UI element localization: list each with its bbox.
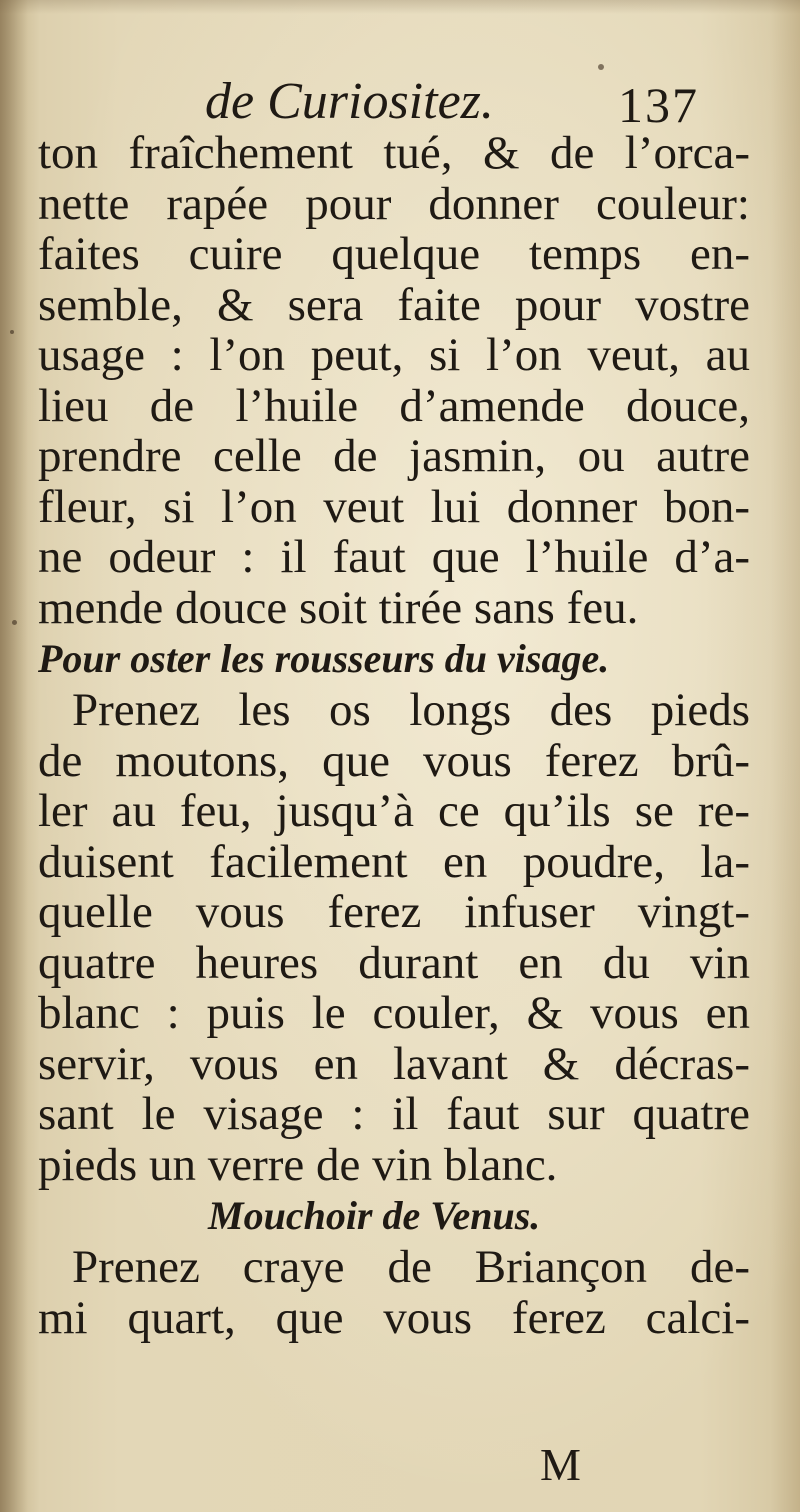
page-number: 137 — [618, 77, 699, 133]
body-text — [38, 128, 750, 1343]
text-line: ton fraîchement tué, & de l’orca- — [38, 127, 750, 179]
text-line: duisent facilement en poudre, la- — [38, 835, 750, 888]
text-line: blanc : puis le couler, & vous en — [38, 987, 750, 1039]
top-edge-shadow — [0, 0, 800, 14]
paper-speck — [598, 64, 604, 70]
text-line: faites cuire quelque temps en- — [38, 228, 750, 280]
text-line: nette rapée pour donner couleur: — [38, 177, 750, 230]
text-line: servir, vous en lavant & décras- — [38, 1037, 750, 1090]
text-line: fleur, si l’on veut lui donner bon- — [38, 480, 750, 533]
paper-speck — [12, 620, 17, 625]
running-head — [0, 66, 800, 136]
text-line: mende douce soit tirée sans feu. — [38, 581, 639, 634]
running-title: de Curiositez. — [205, 73, 494, 130]
paper-speck — [10, 330, 14, 334]
text-line: Prenez craye de Briançon de- — [72, 1241, 750, 1293]
text-line: Prenez les os longs des pieds — [72, 684, 750, 736]
text-line: quelle vous ferez infuser vingt- — [38, 886, 750, 938]
text-line: pieds un verre de vin blanc. — [38, 1138, 558, 1191]
section-heading-mouchoir: Mouchoir de Venus. — [208, 1193, 541, 1238]
text-line: ler au feu, jusqu’à ce qu’ils se re- — [38, 785, 750, 837]
catchword: M — [540, 1439, 581, 1490]
text-line: lieu de l’huile d’amende douce, — [38, 379, 750, 432]
text-line: semble, & sera faite pour vostre — [38, 278, 750, 331]
text-line: de moutons, que vous ferez brû- — [38, 734, 750, 787]
text-line: sant le visage : il faut sur quatre — [38, 1088, 750, 1140]
text-line: ne odeur : il faut que l’huile d’a- — [38, 531, 750, 583]
text-line: quatre heures durant en du vin — [38, 936, 750, 989]
gutter-shadow — [0, 0, 28, 1512]
text-line: mi quart, que vous ferez calci- — [38, 1291, 750, 1344]
text-line: usage : l’on peut, si l’on veut, au — [38, 329, 750, 381]
section-heading-rousseurs: Pour oster les rousseurs du visage. — [38, 636, 610, 681]
text-line: prendre celle de jasmin, ou autre — [38, 430, 750, 482]
